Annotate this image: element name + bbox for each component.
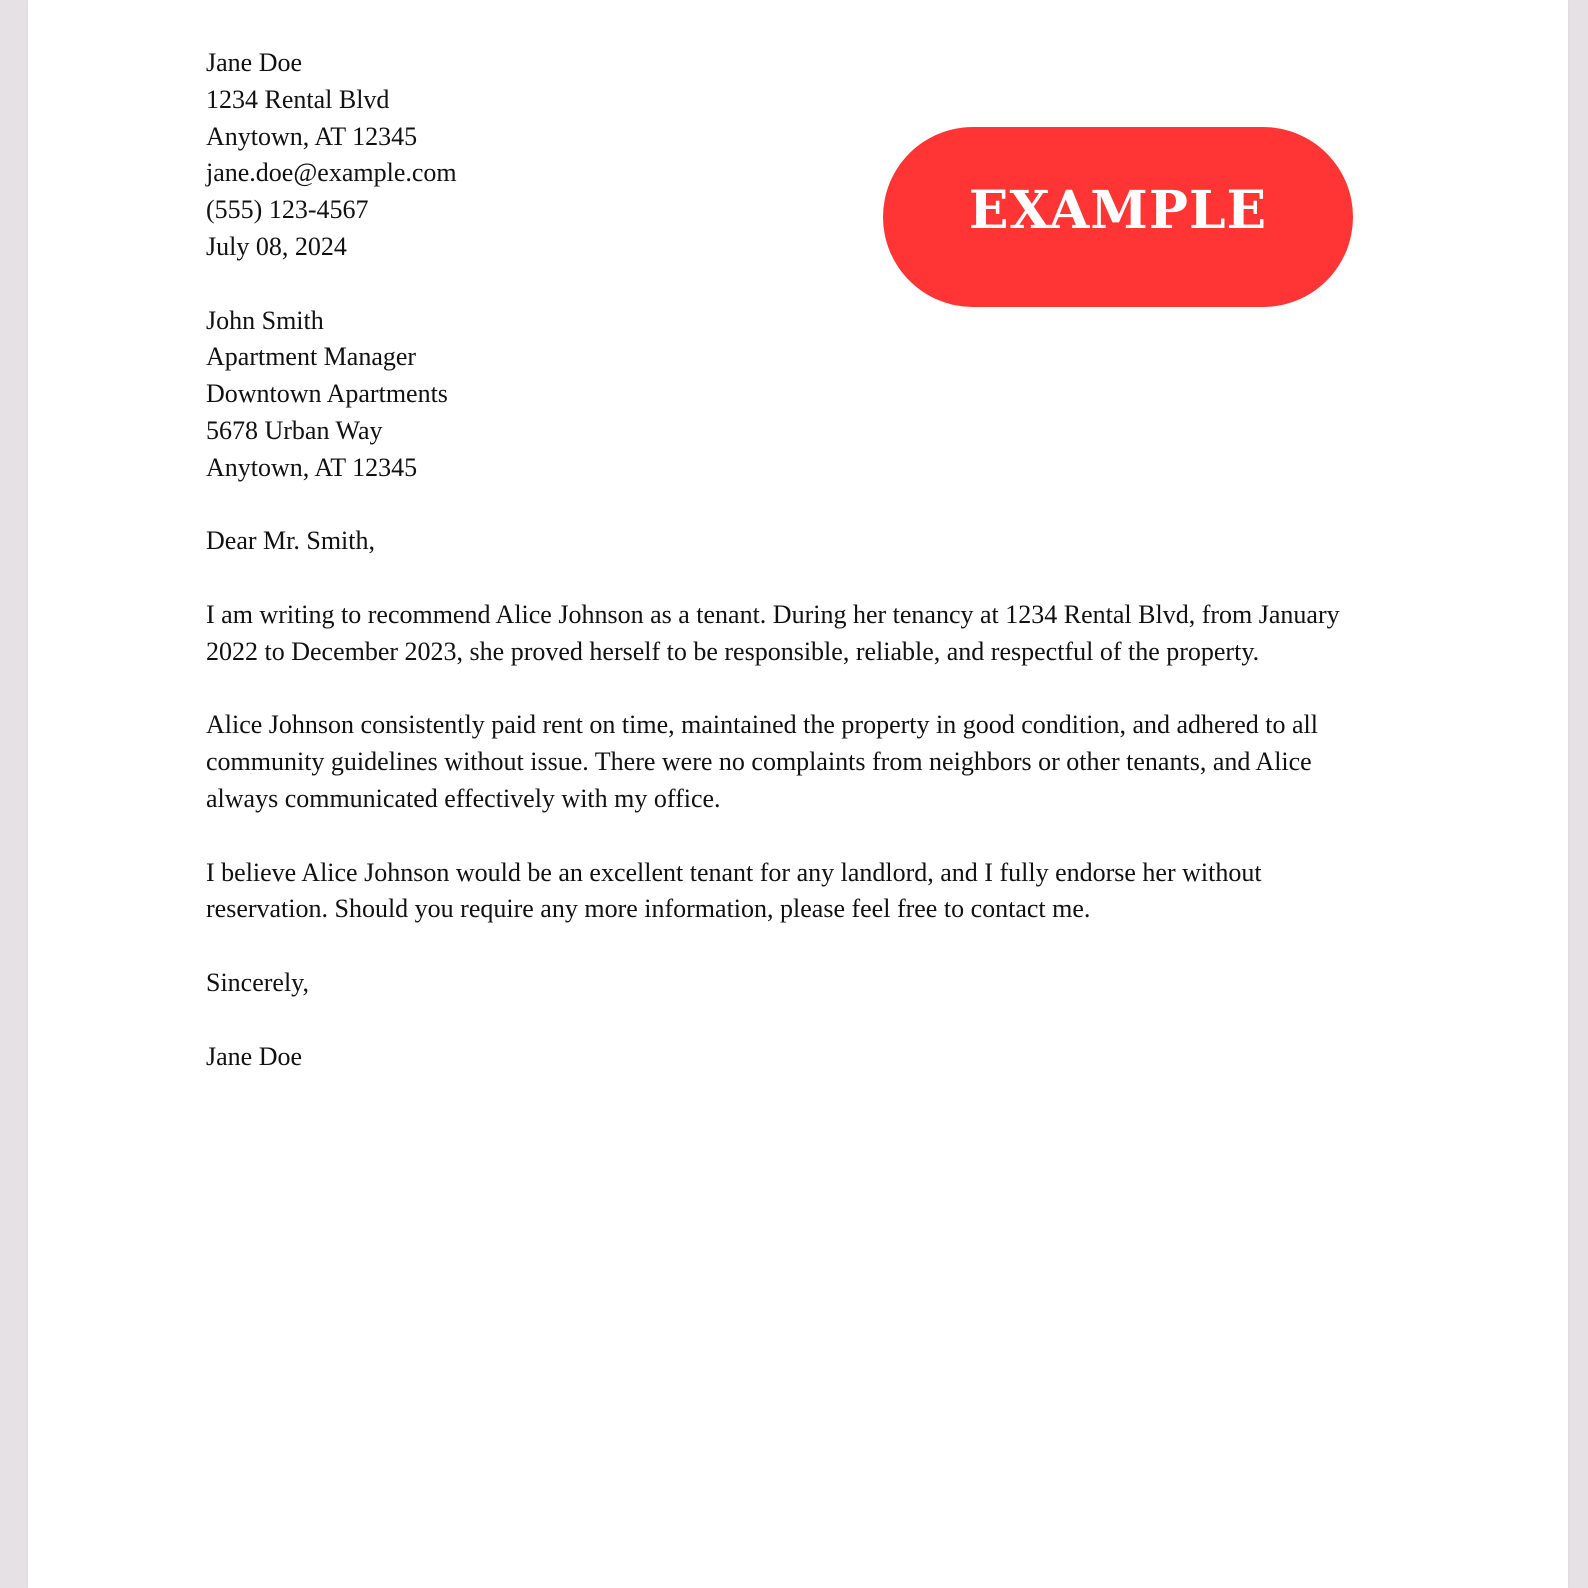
- paragraph-1: [206, 597, 1386, 671]
- closing-block: [206, 965, 1386, 1002]
- recipient-address-block: [206, 303, 1386, 487]
- salutation: Dear Mr. Smith,: [206, 526, 375, 556]
- sender-address-block: [206, 45, 1386, 266]
- closing: Sincerely,: [206, 967, 309, 997]
- recipient-company: Downtown Apartments: [206, 379, 448, 409]
- signature-name: Jane Doe: [206, 1041, 303, 1071]
- recipient-name: John Smith: [206, 305, 324, 335]
- paragraph-text: I believe Alice Johnson would be an excellent tenant for any landlord, and I fully endorse her without reservation. Should you require any more information, please feel free to contact me.: [206, 857, 1262, 924]
- sender-name: Jane Doe: [206, 48, 303, 77]
- signature-block: [206, 1039, 1386, 1076]
- recipient-title: Apartment Manager: [206, 342, 417, 372]
- example-stamp-label: EXAMPLE: [968, 179, 1268, 241]
- sender-city: Anytown, AT 12345: [206, 121, 418, 151]
- sender-email: jane.doe@example.com: [206, 158, 457, 188]
- salutation-block: [206, 523, 1386, 560]
- recipient-street: 5678 Urban Way: [206, 415, 383, 445]
- letter-date: July 08, 2024: [206, 231, 347, 261]
- paragraph-3: [206, 855, 1386, 929]
- recipient-city: Anytown, AT 12345: [206, 452, 418, 482]
- letter-page: [28, 0, 1568, 1588]
- paragraph-text: Alice Johnson consistently paid rent on time, maintained the property in good condition, and adhered to all community guidelines without issue. There were no complaints from neighbors or other tenants, and Alice always communicated effectively with my office.: [206, 710, 1318, 813]
- sender-phone: (555) 123-4567: [206, 195, 369, 225]
- paragraph-2: [206, 707, 1386, 817]
- sender-street: 1234 Rental Blvd: [206, 84, 390, 114]
- paragraph-text: I am writing to recommend Alice Johnson as a tenant. During her tenancy at 1234 Rental Blvd, from January 2022 to December 2023, she proved herself to be responsible, reliable, and respectful of the property.: [206, 599, 1340, 666]
- letter-body: [206, 45, 1386, 1075]
